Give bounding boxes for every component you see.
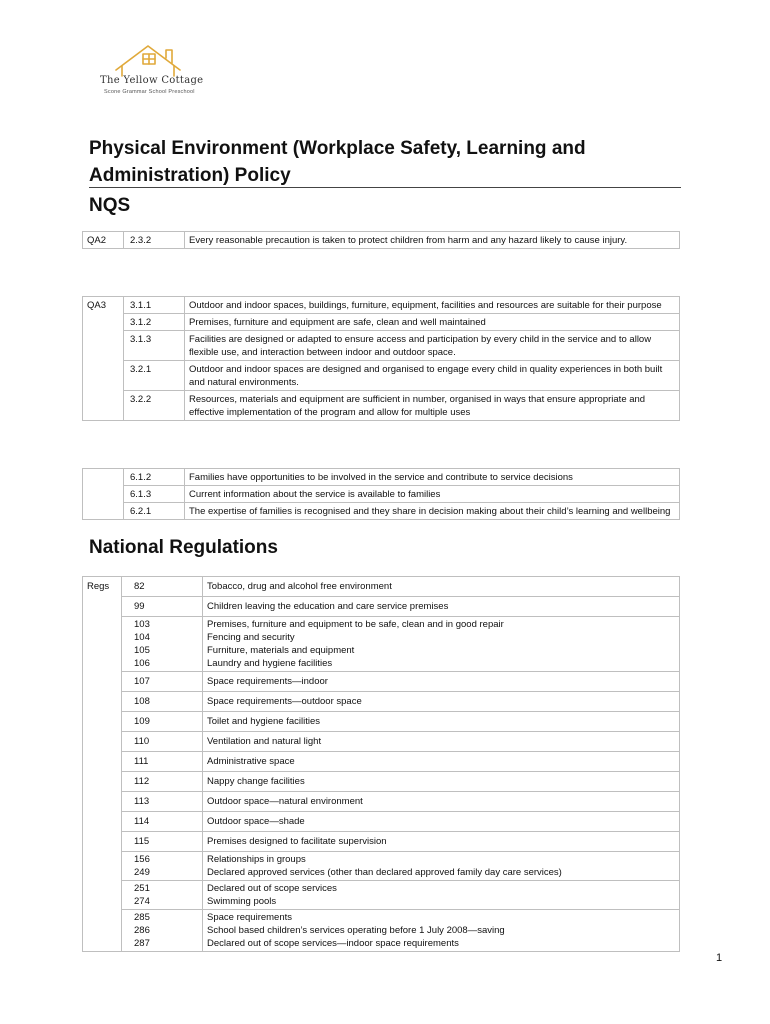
table-row [83, 503, 680, 520]
table-row [83, 852, 680, 867]
regulation-text: Fencing and security [203, 631, 680, 644]
table-row [83, 937, 680, 952]
standard-code: 6.1.3 [124, 486, 185, 503]
table-row [83, 631, 680, 644]
regulation-number: 251 [122, 881, 203, 896]
logo-subtitle: Scone Grammar School Preschool [104, 89, 195, 95]
regulation-number: 113 [122, 792, 203, 812]
standard-code: 6.1.2 [124, 469, 185, 486]
regulations-heading: National Regulations [89, 537, 278, 558]
standard-code: 3.1.1 [124, 297, 185, 314]
standard-code: 2.3.2 [124, 232, 185, 249]
table-row [83, 331, 680, 361]
regulation-number: 249 [122, 866, 203, 881]
title-divider [89, 187, 681, 188]
regulation-number: 286 [122, 924, 203, 937]
regulation-number: 108 [122, 692, 203, 712]
logo-wordmark: The Yellow Cottage [100, 75, 204, 86]
standard-text: Facilities are designed or adapted to ensure access and participation by every child in the service and to allow flexible use, and interaction between indoor and outdoor space. [185, 331, 680, 361]
table-row [83, 910, 680, 925]
regulation-text: Declared out of scope services—indoor space requirements [203, 937, 680, 952]
nqs-qa6-table [82, 468, 680, 520]
standard-code: 3.2.1 [124, 361, 185, 391]
regulation-number: 287 [122, 937, 203, 952]
regulation-text: Toilet and hygiene facilities [203, 712, 680, 732]
table-row [83, 297, 680, 314]
nqs-heading: NQS [89, 195, 131, 216]
nqs-qa2-table [82, 231, 680, 249]
table-row [83, 232, 680, 249]
table-row [83, 832, 680, 852]
standard-text: Every reasonable precaution is taken to protect children from harm and any hazard likely to cause injury. [185, 232, 680, 249]
regulation-number: 109 [122, 712, 203, 732]
regulation-text: Declared out of scope services [203, 881, 680, 896]
table-row [83, 752, 680, 772]
table-row [83, 692, 680, 712]
regulation-text: School based children’s services operating before 1 July 2008—saving [203, 924, 680, 937]
page-title: Physical Environment (Workplace Safety, Learning and Administration) Policy [89, 138, 586, 186]
table-row [83, 732, 680, 752]
standard-code: 6.2.1 [124, 503, 185, 520]
regulation-text: Premises, furniture and equipment to be safe, clean and in good repair [203, 617, 680, 632]
regulation-text: Ventilation and natural light [203, 732, 680, 752]
standard-code: 3.1.3 [124, 331, 185, 361]
regulation-number: 107 [122, 672, 203, 692]
table-row [83, 672, 680, 692]
regulation-text: Space requirements—indoor [203, 672, 680, 692]
table-row [83, 657, 680, 672]
standard-text: Current information about the service is available to families [185, 486, 680, 503]
table-row [83, 469, 680, 486]
table-row [83, 772, 680, 792]
table-row [83, 644, 680, 657]
standard-text: Resources, materials and equipment are sufficient in number, organised in ways that ensure appropriate and effective implementation of the program and allow for multiple uses [185, 391, 680, 421]
standard-text: Premises, furniture and equipment are safe, clean and well maintained [185, 314, 680, 331]
regulation-text: Outdoor space—shade [203, 812, 680, 832]
regulation-text: Children leaving the education and care service premises [203, 597, 680, 617]
nqs-qa3-table [82, 296, 680, 421]
table-row [83, 486, 680, 503]
standard-code: 3.1.2 [124, 314, 185, 331]
regulation-number: 285 [122, 910, 203, 925]
regulation-number: 104 [122, 631, 203, 644]
quality-area-cell: QA3 [83, 297, 124, 421]
table-row [83, 361, 680, 391]
table-row [83, 895, 680, 910]
quality-area-cell: QA2 [83, 232, 124, 249]
table-row [83, 812, 680, 832]
table-row [83, 866, 680, 881]
regulation-number: 274 [122, 895, 203, 910]
table-row [83, 712, 680, 732]
regulation-number: 106 [122, 657, 203, 672]
regulation-text: Administrative space [203, 752, 680, 772]
regulation-text: Tobacco, drug and alcohol free environment [203, 577, 680, 597]
regulations-table [82, 576, 680, 952]
regulation-text: Outdoor space—natural environment [203, 792, 680, 812]
regulation-text: Space requirements—outdoor space [203, 692, 680, 712]
table-row [83, 881, 680, 896]
regulation-number: 105 [122, 644, 203, 657]
standard-text: The expertise of families is recognised and they share in decision making about their child’s learning and wellbeing [185, 503, 680, 520]
regulation-number: 114 [122, 812, 203, 832]
table-row [83, 314, 680, 331]
standard-text: Outdoor and indoor spaces are designed and organised to engage every child in quality experiences in both built and natural environments. [185, 361, 680, 391]
table-row [83, 391, 680, 421]
standard-code: 3.2.2 [124, 391, 185, 421]
regulation-text: Declared approved services (other than declared approved family day care services) [203, 866, 680, 881]
page-number: 1 [716, 952, 723, 964]
table-row [83, 617, 680, 632]
regulation-number: 99 [122, 597, 203, 617]
regulation-text: Relationships in groups [203, 852, 680, 867]
standard-text: Outdoor and indoor spaces, buildings, furniture, equipment, facilities and resources are suitable for their purpose [185, 297, 680, 314]
table-row [83, 577, 680, 597]
regulation-text: Nappy change facilities [203, 772, 680, 792]
regulation-text: Premises designed to facilitate supervision [203, 832, 680, 852]
regulation-number: 156 [122, 852, 203, 867]
regulation-number: 115 [122, 832, 203, 852]
regulation-number: 103 [122, 617, 203, 632]
regulation-number: 112 [122, 772, 203, 792]
regs-label-cell: Regs [83, 577, 122, 952]
regulation-text: Furniture, materials and equipment [203, 644, 680, 657]
regulation-number: 110 [122, 732, 203, 752]
table-row [83, 924, 680, 937]
regulation-text: Laundry and hygiene facilities [203, 657, 680, 672]
regulation-number: 111 [122, 752, 203, 772]
table-row [83, 597, 680, 617]
regulation-text: Space requirements [203, 910, 680, 925]
regulation-text: Swimming pools [203, 895, 680, 910]
standard-text: Families have opportunities to be involved in the service and contribute to service decisions [185, 469, 680, 486]
table-row [83, 792, 680, 812]
regulation-number: 82 [122, 577, 203, 597]
quality-area-cell [83, 469, 124, 520]
